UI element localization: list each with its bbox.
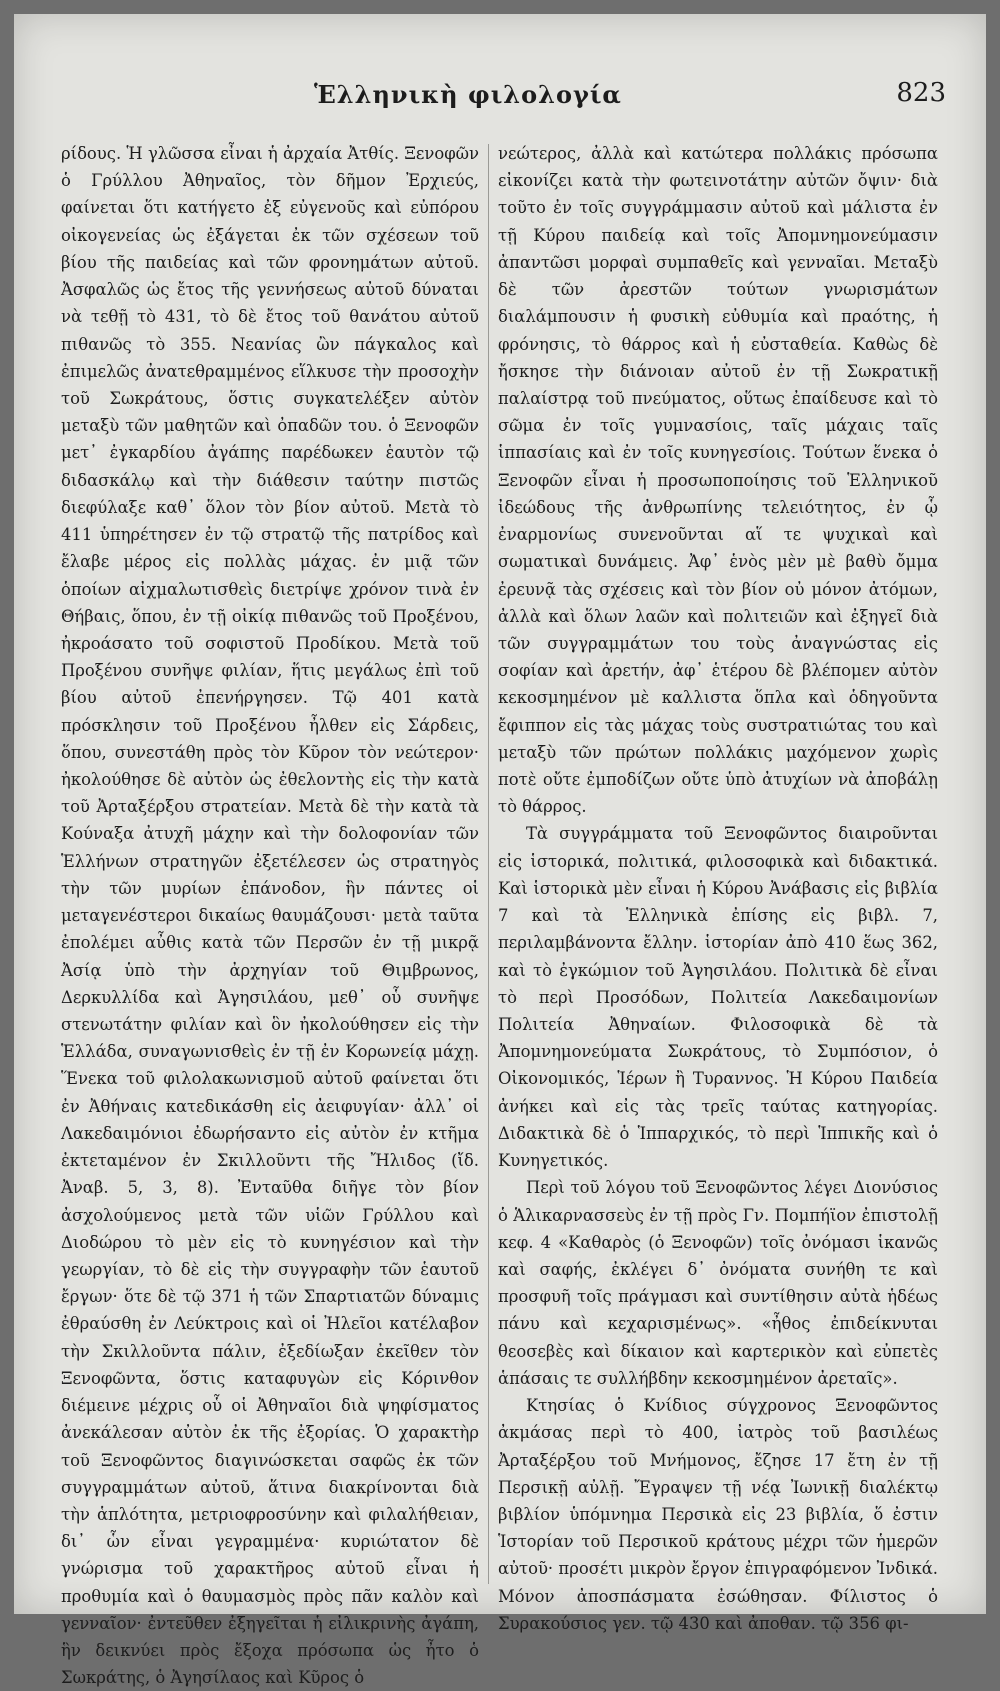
paragraph: νεώτερος, ἀλλὰ καὶ κατώτερα πολλάκις πρόσωπα εἰκονίζει κατὰ τὴν φωτεινοτάτην αὐτῶν ὄψιν· διὰ τοῦτο ἐν τοῖς συγγράμμασιν αὐτοῦ καὶ μάλιστα ἐν τῇ Κύρου παιδείᾳ καὶ τοῖς Ἀπομνημονεύμασιν ἀπαντῶσι μορφαὶ συμπαθεῖς καὶ γενναῖαι. Μεταξὺ δὲ τῶν ἀρεστῶν τούτων γνωρισμάτων διαλάμπουσιν ἡ φυσικὴ εὐθυμία καὶ πραότης, ἡ φρόνησις, τὸ θάρρος καὶ ἡ εὐσταθεία. Καθὼς δὲ ἤσκησε τὴν διάνοιαν αὐτοῦ ἐν τῇ Σωκρατικῇ παλαίστρᾳ τοῦ πνεύματος, οὕτως ἐπαίδευσε καὶ τὸ σῶμα ἐν τοῖς γυμνασίοις, ταῖς μάχαις ταῖς ἱππασίαις καὶ ἐν τοῖς κυνηγεσίοις. Τούτων ἕνεκα ὁ Ξενοφῶν εἶναι ἡ προσωποποίησις τοῦ Ἑλληνικοῦ ἰδεώδους τῆς ἀνθρωπίνης τελειότητος, ἐν ᾧ ἐναρμονίως συνενοῦνται αἵ τε ψυχικαὶ καὶ σωματικαὶ δυνάμεις. Ἀφ᾿ ἑνὸς μὲν μὲ βαθὺ ὄμμα ἐρευνᾷ τὰς σχέσεις καὶ τὸν βίον οὐ μόνον ἀτόμων, ἀλλὰ καὶ ὅλων λαῶν καὶ πολιτειῶν καὶ ἐξηγεῖ διὰ τῶν συγγραμμάτων του τοὺς ἀναγνώστας εἰς σοφίαν καὶ ἀρετήν, ἀφ᾿ ἑτέρου δὲ βλέπομεν αὐτὸν κεκοσμημένον μὲ καλλιστα ὅπλα καὶ ὁδηγοῦντα ἔφιππον εἰς τὰς μάχας τοὺς συστρατιώτας του καὶ μεταξὺ τῶν πρώτων πολλάκις μαχόμενον χωρὶς ποτὲ οὔτε ἐμποδίζων οὔτε ὑπὸ ἀτυχίων νὰ ἀποβάλῃ τὸ θάρρος. [498, 144, 938, 817]
paragraph: Περὶ τοῦ λόγου τοῦ Ξενοφῶντος λέγει Διονύσιος ὁ Ἁλικαρνασσεὺς ἐν τῇ πρὸς Γν. Πομπήϊον ἐπιστολῇ κεφ. 4 «Καθαρὸς (ὁ Ξενοφῶν) τοῖς ὀνόμασι ἱκανῶς καὶ σαφής, ἐκλέγει δ᾿ ὀνόματα συνήθη τε καὶ προσφυῆ τοῖς πράγμασι καὶ συντίθησιν αὐτὰ ἡδέως πάνυ καὶ κεχαρισμένως». «ἦθος ἐπιδείκνυται θεοσεβὲς καὶ δίκαιον καὶ καρτερικὸν καὶ εὐπετὲς ἁπάσαις τε συλλήβδην κεκοσμημένον ἀρεταῖς». [498, 1178, 938, 1388]
book-page [14, 14, 986, 1688]
page-number: 823 [896, 78, 946, 108]
paragraph: Τὰ συγγράμματα τοῦ Ξενοφῶντος διαιροῦνται εἰς ἱστορικά, πολιτικά, φιλοσοφικὰ καὶ διδακτικά. Καὶ ἱστορικὰ μὲν εἶναι ἡ Κύρου Ἀνάβασις εἰς βιβλία 7 καὶ τὰ Ἑλληνικὰ ἐπίσης εἰς βιβλ. 7, περιλαμβάνοντα ἔλλην. ἱστορίαν ἀπὸ 410 ἕως 362, καὶ τὸ ἐγκώμιον τοῦ Ἀγησιλάου. Πολιτικὰ δὲ εἶναι τὸ περὶ Προσόδων, Πολιτεία Λακεδαιμονίων Πολιτεία Ἀθηναίων. Φιλοσοφικὰ δὲ τὰ Ἀπομνημονεύματα Σωκράτους, τὸ Συμπόσιον, ὁ Οἰκονομικός, Ἱέρων ἢ Τυραννος. Ἡ Κύρου Παιδεία ἀνήκει καὶ εἰς τὰς τρεῖς ταύτας κατηγορίας. Διδακτικὰ δὲ ὁ Ἱππαρχικός, τὸ περὶ Ἱππικῆς καὶ ὁ Κυνηγετικός. [498, 824, 938, 1171]
left-column [61, 140, 479, 1691]
running-title: Ἑλληνικὴ φιλολογία [314, 80, 622, 109]
paragraph: ρίδους. Ἡ γλῶσσα εἶναι ἡ ἀρχαία Ἀτθίς. Ξενοφῶν ὁ Γρύλλου Ἀθηναῖος, τὸν δῆμον Ἐρχιεύς, φαίνεται ὅτι κατήγετο ἐξ εὐγενοῦς καὶ εὐπόρου οἰκογενείας ὡς ἐξάγεται ἐκ τῶν σχέσεων τοῦ βίου τῆς παιδείας καὶ τῶν φρονημάτων αὐτοῦ. Ἀσφαλῶς ὡς ἔτος τῆς γεννήσεως αὐτοῦ δύναται νὰ τεθῇ τὸ 431, τὸ δὲ ἔτος τοῦ θανάτου αὐτοῦ πιθανῶς τὸ 355. Νεανίας ὢν πάγκαλος καὶ ἐπιμελῶς ἀνατεθραμμένος εἵλκυσε τὴν προσοχὴν τοῦ Σωκράτους, ὅστις συγκατελέξεν αὐτὸν μεταξὺ τῶν μαθητῶν καὶ ὀπαδῶν του. ὁ Ξενοφῶν μετ᾿ ἐγκαρδίου ἀγάπης παρέδωκεν ἑαυτὸν τῷ διδασκάλῳ καὶ τὴν διάθεσιν ταύτην πιστῶς διεφύλαξε καθ᾿ ὅλον τὸν βίον αὐτοῦ. Μετὰ τὸ 411 ὑπηρέτησεν ἐν τῷ στρατῷ τῆς πατρίδος καὶ ἔλαβε μέρος εἰς πολλὰς μάχας. ἐν μιᾷ τῶν ὁποίων αἰχμαλωτισθεὶς διετρίψε χρόνον τινὰ ἐν Θήβαις, ὅπου, ἐν τῇ οἰκίᾳ πιθανῶς τοῦ Προξένου, ἠκροάσατο τοῦ σοφιστοῦ Προδίκου. Μετὰ τοῦ Προξένου συνῆψε φιλίαν, ἥτις μεγάλως ἐπὶ τοῦ βίου αὐτοῦ ἐπενήργησεν. Τῷ 401 κατὰ πρόσκλησιν τοῦ Προξένου ἦλθεν εἰς Σάρδεις, ὅπου, συνεστάθη πρὸς τὸν Κῦρον τὸν νεώτερον· ἠκολούθησε δὲ αὐτὸν ὡς ἐθελοντὴς εἰς τὴν κατὰ τοῦ Ἀρταξέρξου στρατείαν. Μετὰ δὲ τὴν κατὰ τὰ Κούναξα ἀτυχῆ μάχην καὶ τὴν δολοφονίαν τῶν Ἑλλήνων στρατηγῶν ἐξετέλεσεν ὡς στρατηγὸς τὴν τῶν μυρίων ἐπάνοδον, ἣν πάντες οἱ μεταγενέστεροι δικαίως θαυμάζουσι· μετὰ ταῦτα ἐπολέμει αὖθις κατὰ τῶν Περσῶν ἐν τῇ μικρᾷ Ἀσίᾳ ὑπὸ τὴν ἀρχηγίαν τοῦ Θιμβρωνος, Δερκυλλίδα καὶ Ἀγησιλάου, μεθ᾿ οὗ συνῆψε στενωτάτην φιλίαν καὶ ὃν ἠκολούθησεν εἰς τὴν Ἑλλάδα, συναγωνισθεὶς ἐν τῇ ἐν Κορωνείᾳ μάχῃ. Ἕνεκα τοῦ φιλολακωνισμοῦ αὐτοῦ φαίνεται ὅτι ἐν Ἀθήναις κατεδικάσθη εἰς ἀειφυγίαν· ἀλλ᾿ οἱ Λακεδαιμόνιοι ἐδωρήσαντο εἰς αὐτὸν ἐν κτῆμα ἐκτεταμένον ἐν Σκιλλοῦντι τῆς Ἤλιδος (ἴδ. Ἀναβ. 5, 3, 8). Ἐνταῦθα διῆγε τὸν βίον ἀσχολούμενος μετὰ τῶν υἱῶν Γρύλλου καὶ Διοδώρου τὸ μὲν εἰς τὸ κυνηγέσιον καὶ τὴν γεωργίαν, τὸ δὲ εἰς τὴν συγγραφὴν τῶν ἑαυτοῦ ἔργων· ὅτε δὲ τῷ 371 ἡ τῶν Σπαρτιατῶν δύναμις ἐθραύσθη ἐν Λεύκτροις καὶ οἱ Ἠλεῖοι κατέλαβον τὴν Σκιλλοῦντα πάλιν, ἐξεδίωξαν ἐκεῖθεν τὸν Ξενοφῶντα, ὅστις καταφυγὼν εἰς Κόρινθον διέμεινε μέχρις οὗ οἱ Ἀθηναῖοι διὰ ψηφίσματος ἀνεκάλεσαν αὐτὸν ἐκ τῆς ἐξορίας. Ὁ χαρακτὴρ τοῦ Ξενοφῶντος διαγινώσκεται σαφῶς ἐκ τῶν συγγραμμάτων αὐτοῦ, ἅτινα διακρίνονται διὰ τὴν ἁπλότητα, μετριοφροσύνην καὶ φιλαλήθειαν, δι᾿ ὧν εἶναι γεγραμμένα· κυριώτατον δὲ γνώρισμα τοῦ χαρακτῆρος αὐτοῦ εἶναι ἡ προθυμία καὶ ὁ θαυμασμὸς πρὸς πᾶν καλὸν καὶ γενναῖον· ἐντεῦθεν ἐξηγεῖται ἡ εἰλικρινὴς ἀγάπη, ἣν δεικνύει πρὸς ἔξοχα πρόσωπα ὡς ἦτο ὁ Σωκράτης, ὁ Ἀγησίλαος καὶ Κῦρος ὁ [61, 144, 479, 1688]
column-divider [488, 144, 489, 1584]
paragraph: Κτησίας ὁ Κνίδιος σύγχρονος Ξενοφῶντος ἀκμάσας περὶ τὸ 400, ἰατρὸς τοῦ βασιλέως Ἀρταξέρξου τοῦ Μνήμονος, ἔζησε 17 ἔτη ἐν τῇ Περσικῇ αὐλῇ. Ἔγραψεν τῇ νέᾳ Ἰωνικῇ διαλέκτῳ βιβλίον ὑπόμνημα Περσικὰ εἰς 23 βιβλία, ὅ ἐστιν Ἱστορίαν τοῦ Περσικοῦ κράτους μέχρι τῶν ἡμερῶν αὐτοῦ· προσέτι μικρὸν ἔργον ἐπιγραφόμενον Ἰνδικά. Μόνον ἀποσπάσματα ἐσώθησαν. Φίλιστος ὁ Συρακούσιος γεν. τῷ 430 καὶ ἀποθαν. τῷ 356 φι- [498, 1396, 938, 1633]
page-header [14, 76, 986, 116]
right-column [498, 140, 938, 1637]
